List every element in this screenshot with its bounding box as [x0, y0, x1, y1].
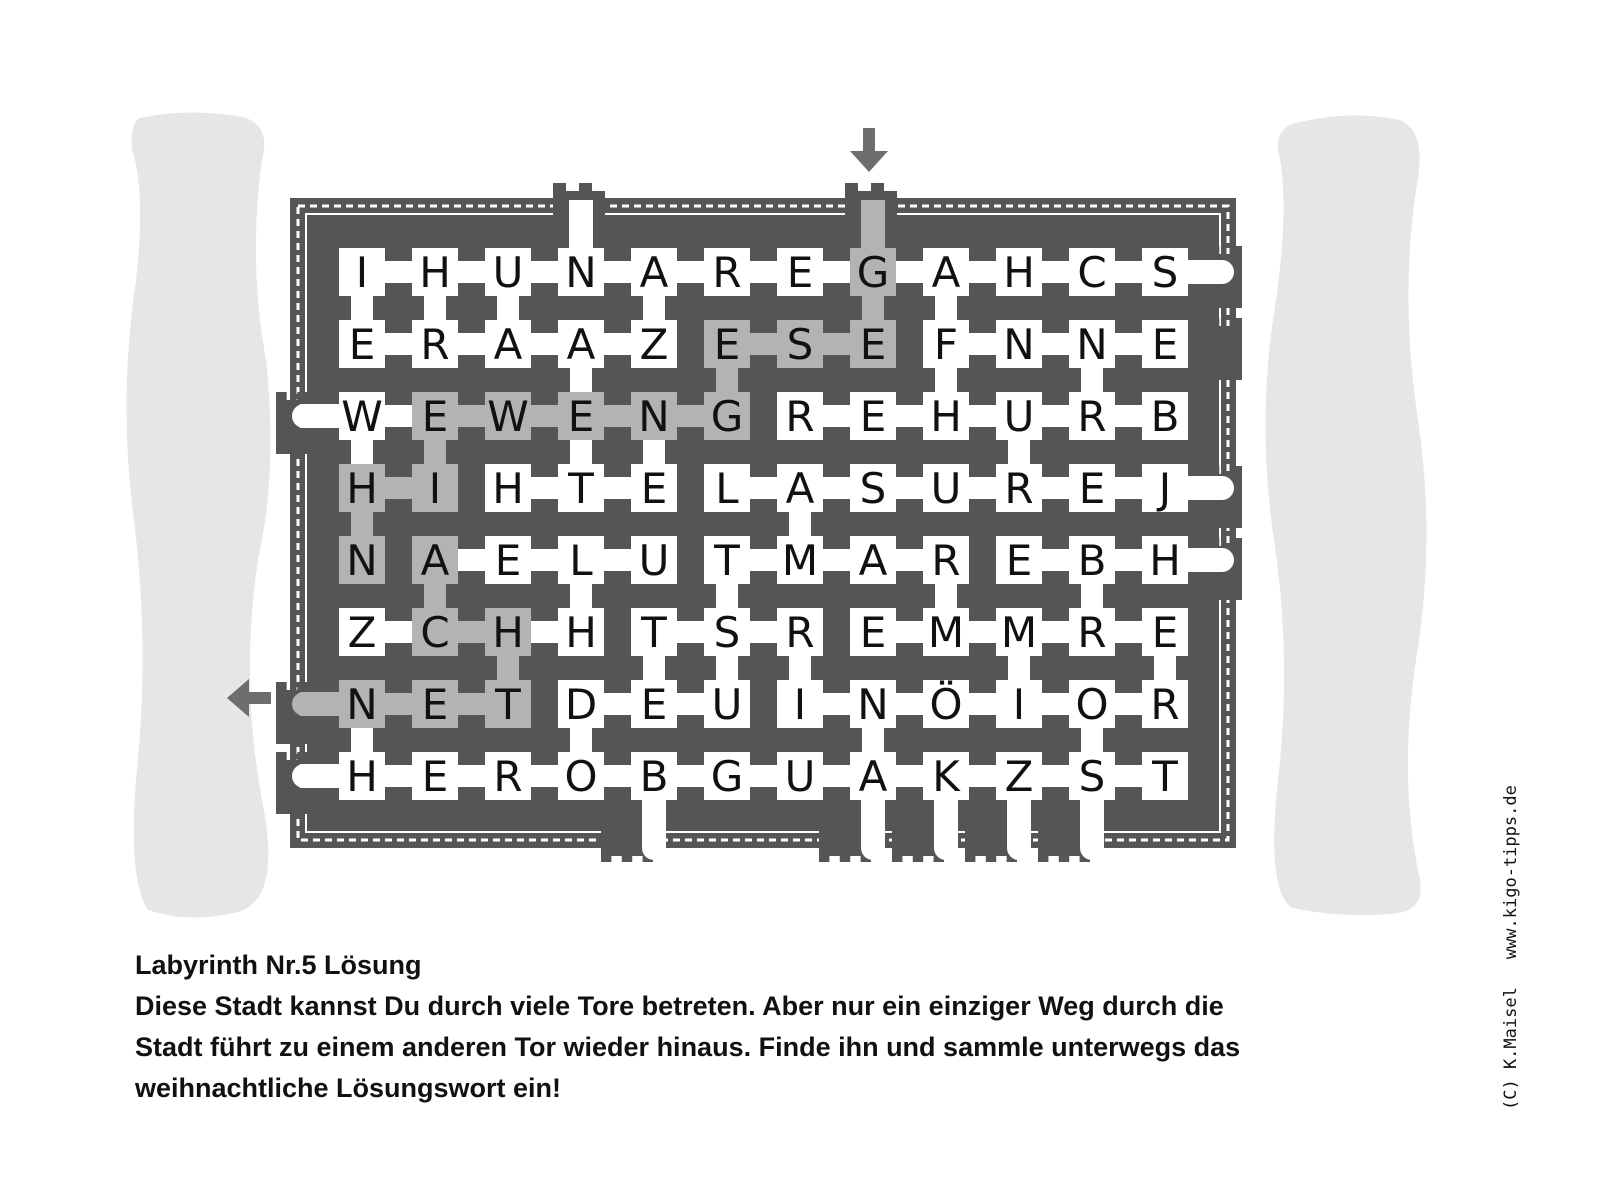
maze-letter: N: [638, 392, 670, 441]
maze-letter: S: [713, 608, 741, 657]
maze-letter: A: [493, 320, 523, 369]
copyright-text: (C) K.Maisel: [1501, 987, 1521, 1110]
maze-letter: J: [1158, 464, 1172, 513]
maze-letter: E: [713, 320, 741, 369]
maze-letter: H: [419, 248, 451, 297]
maze-letter: M: [781, 536, 819, 585]
maze-letter: N: [346, 680, 378, 729]
maze-letter: S: [859, 464, 887, 513]
maze-letter: Ö: [929, 680, 963, 729]
gate-end: [1210, 476, 1234, 500]
maze-letter: N: [1076, 320, 1108, 369]
gate-end: [1080, 836, 1104, 860]
maze-letter: N: [565, 248, 597, 297]
maze-letter: T: [641, 608, 667, 657]
maze-letter: U: [711, 680, 743, 729]
credit-text: [1501, 757, 1521, 1110]
maze-letter: E: [640, 680, 668, 729]
maze-letter: C: [420, 608, 450, 657]
maze-letter: H: [565, 608, 597, 657]
maze-letter: T: [1152, 752, 1178, 801]
maze-letter: A: [639, 248, 669, 297]
maze-letter: E: [859, 320, 887, 369]
maze-letter: H: [346, 464, 378, 513]
maze-letter: S: [1151, 248, 1179, 297]
maze-letter: E: [421, 392, 449, 441]
maze-letter: I: [355, 248, 369, 297]
exit-gate-end: [292, 692, 316, 716]
maze-letter: Z: [639, 320, 669, 369]
maze-letter: A: [566, 320, 596, 369]
gate-end: [1210, 548, 1234, 572]
maze-letter: I: [428, 464, 442, 513]
maze-letter: M: [1000, 608, 1038, 657]
maze-letter: A: [785, 464, 815, 513]
maze-letter: U: [492, 248, 524, 297]
maze-letter: I: [793, 680, 807, 729]
puzzle-description-line-2: Stadt führt zu einem anderen Tor wieder hinaus. Finde ihn und sammle unterwegs das: [135, 1032, 1241, 1062]
puzzle-title: Labyrinth Nr.5 Lösung: [135, 950, 422, 980]
maze-letter: I: [1012, 680, 1026, 729]
maze-letter: U: [784, 752, 816, 801]
maze-letter: E: [348, 320, 376, 369]
maze-letter: U: [930, 464, 962, 513]
gate-end: [861, 836, 885, 860]
maze-letter: B: [1077, 536, 1107, 585]
arrow-down-icon: [850, 128, 888, 172]
maze-letter: G: [710, 392, 744, 441]
maze-letter: S: [1078, 752, 1106, 801]
maze-letter: G: [856, 248, 890, 297]
maze-letter: E: [1151, 608, 1179, 657]
maze-letter: R: [1150, 680, 1180, 729]
maze-letter: G: [710, 752, 744, 801]
gate-end: [934, 836, 958, 860]
maze-letter: E: [421, 680, 449, 729]
maze-letter: W: [341, 392, 383, 441]
maze-letter: T: [568, 464, 594, 513]
maze-letter: E: [1151, 320, 1179, 369]
maze-letter: H: [492, 464, 524, 513]
maze-letter: U: [1003, 392, 1035, 441]
tower-right-2: [1208, 318, 1242, 380]
maze-letter: E: [640, 464, 668, 513]
maze-letter: A: [858, 752, 888, 801]
maze-letter: A: [931, 248, 961, 297]
maze-letter: R: [1077, 392, 1107, 441]
maze-letter: E: [859, 608, 887, 657]
maze-letter: H: [492, 608, 524, 657]
maze-letter: F: [933, 320, 959, 369]
maze-letter: H: [1149, 536, 1181, 585]
maze-letter: R: [785, 392, 815, 441]
maze-letter: L: [715, 464, 739, 513]
maze-letter: S: [786, 320, 814, 369]
maze-letter: R: [493, 752, 523, 801]
maze-letter: E: [494, 536, 522, 585]
maze-letter: E: [859, 392, 887, 441]
maze-letter: H: [1003, 248, 1035, 297]
puzzle-caption: [135, 945, 1435, 1109]
maze-letter: E: [567, 392, 595, 441]
maze-letter: R: [712, 248, 742, 297]
gate-end: [1007, 836, 1031, 860]
maze-letter: T: [495, 680, 521, 729]
maze-letter: L: [569, 536, 593, 585]
maze-letter: N: [346, 536, 378, 585]
puzzle-description-line-3: weihnachtliche Lösungswort ein!: [135, 1073, 562, 1103]
maze-letter: U: [638, 536, 670, 585]
maze-letter: E: [1005, 536, 1033, 585]
maze-letter: R: [1004, 464, 1034, 513]
maze-letter: H: [346, 752, 378, 801]
maze-letter: W: [487, 392, 529, 441]
maze-letter: R: [785, 608, 815, 657]
maze-letter: B: [1150, 392, 1180, 441]
maze-letter: N: [857, 680, 889, 729]
maze-letter: B: [639, 752, 669, 801]
gate-end: [642, 836, 666, 860]
maze-letter: T: [714, 536, 740, 585]
gate-end: [1210, 260, 1234, 284]
maze-letter: N: [1003, 320, 1035, 369]
maze-letter: R: [1077, 608, 1107, 657]
website-text: www.kigo-tipps.de: [1501, 785, 1521, 960]
left-landscape-strip: [126, 112, 270, 917]
maze-letter: H: [930, 392, 962, 441]
maze-letter: K: [932, 752, 960, 801]
maze-letter: O: [564, 752, 598, 801]
maze-letter: R: [420, 320, 450, 369]
maze-letter: Z: [347, 608, 377, 657]
maze-letter: M: [927, 608, 965, 657]
right-landscape-strip: [1265, 115, 1426, 915]
maze-letter: E: [421, 752, 449, 801]
maze-letter: O: [1075, 680, 1109, 729]
maze-letter: C: [1077, 248, 1107, 297]
maze-letter: R: [931, 536, 961, 585]
gate-end: [292, 764, 316, 788]
maze-letter: A: [420, 536, 450, 585]
maze-letter: Z: [1004, 752, 1034, 801]
gate-end: [292, 404, 316, 428]
maze-letter: E: [1078, 464, 1106, 513]
maze-letter: D: [564, 680, 598, 729]
maze-letter: E: [786, 248, 814, 297]
puzzle-description-line-1: Diese Stadt kannst Du durch viele Tore betreten. Aber nur ein einziger Weg durch die: [135, 991, 1224, 1021]
maze-letter: A: [858, 536, 888, 585]
city-interior: [318, 226, 1208, 820]
